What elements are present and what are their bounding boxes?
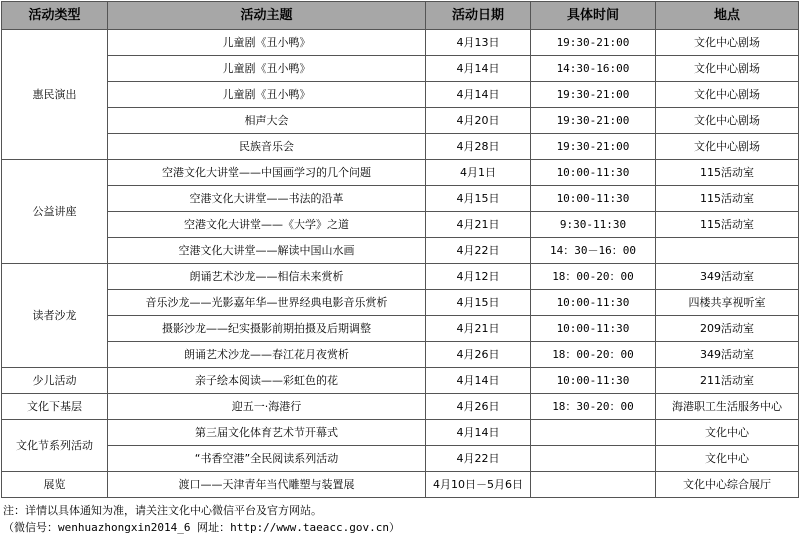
venue-cell: 211活动室 bbox=[656, 368, 799, 394]
venue-cell: 文化中心剧场 bbox=[656, 30, 799, 56]
time-cell: 14:30-16:00 bbox=[531, 56, 656, 82]
theme-cell: 音乐沙龙——光影嘉年华—世界经典电影音乐赏析 bbox=[108, 290, 426, 316]
header-theme: 活动主题 bbox=[108, 2, 426, 30]
date-cell: 4月22日 bbox=[426, 446, 531, 472]
date-cell: 4月13日 bbox=[426, 30, 531, 56]
time-cell: 19:30-21:00 bbox=[531, 134, 656, 160]
date-cell: 4月26日 bbox=[426, 394, 531, 420]
time-cell: 10:00-11:30 bbox=[531, 160, 656, 186]
theme-cell: 空港文化大讲堂——《大学》之道 bbox=[108, 212, 426, 238]
table-row bbox=[2, 30, 799, 56]
time-cell: 18：00-20：00 bbox=[531, 342, 656, 368]
venue-cell: 文化中心剧场 bbox=[656, 56, 799, 82]
table-header-row bbox=[2, 2, 799, 30]
date-cell: 4月14日 bbox=[426, 82, 531, 108]
header-date: 活动日期 bbox=[426, 2, 531, 30]
theme-cell: “书香空港”全民阅读系列活动 bbox=[108, 446, 426, 472]
venue-cell: 文化中心 bbox=[656, 446, 799, 472]
theme-cell: 渡口——天津青年当代雕塑与装置展 bbox=[108, 472, 426, 498]
table-row bbox=[2, 342, 799, 368]
footnote-line-1: 注：详情以具体通知为准，请关注文化中心微信平台及官方网站。 bbox=[3, 504, 322, 517]
time-cell: 10:00-11:30 bbox=[531, 368, 656, 394]
theme-cell: 朗诵艺术沙龙——春江花月夜赏析 bbox=[108, 342, 426, 368]
time-cell: 9:30-11:30 bbox=[531, 212, 656, 238]
venue-cell: 文化中心 bbox=[656, 420, 799, 446]
theme-cell: 迎五一·海港行 bbox=[108, 394, 426, 420]
table-row bbox=[2, 212, 799, 238]
table-row bbox=[2, 446, 799, 472]
table-row bbox=[2, 82, 799, 108]
category-cell: 公益讲座 bbox=[2, 160, 108, 264]
table-row bbox=[2, 134, 799, 160]
date-cell: 4月15日 bbox=[426, 290, 531, 316]
theme-cell: 民族音乐会 bbox=[108, 134, 426, 160]
date-cell: 4月22日 bbox=[426, 238, 531, 264]
date-cell: 4月10日－5月6日 bbox=[426, 472, 531, 498]
theme-cell: 朗诵艺术沙龙——相信未来赏析 bbox=[108, 264, 426, 290]
theme-cell: 空港文化大讲堂——中国画学习的几个问题 bbox=[108, 160, 426, 186]
theme-cell: 第三届文化体育艺术节开幕式 bbox=[108, 420, 426, 446]
table-row bbox=[2, 472, 799, 498]
date-cell: 4月21日 bbox=[426, 212, 531, 238]
theme-cell: 空港文化大讲堂——书法的沿革 bbox=[108, 186, 426, 212]
header-category: 活动类型 bbox=[2, 2, 108, 30]
date-cell: 4月1日 bbox=[426, 160, 531, 186]
venue-cell bbox=[656, 238, 799, 264]
theme-cell: 儿童剧《丑小鸭》 bbox=[108, 82, 426, 108]
venue-cell: 115活动室 bbox=[656, 186, 799, 212]
theme-cell: 儿童剧《丑小鸭》 bbox=[108, 30, 426, 56]
category-cell: 文化下基层 bbox=[2, 394, 108, 420]
theme-cell: 相声大会 bbox=[108, 108, 426, 134]
time-cell: 18：00-20：00 bbox=[531, 264, 656, 290]
table-row bbox=[2, 290, 799, 316]
time-cell: 14：30－16：00 bbox=[531, 238, 656, 264]
time-cell bbox=[531, 472, 656, 498]
table-row bbox=[2, 186, 799, 212]
category-cell: 少儿活动 bbox=[2, 368, 108, 394]
date-cell: 4月15日 bbox=[426, 186, 531, 212]
time-cell: 10:00-11:30 bbox=[531, 290, 656, 316]
time-cell: 19:30-21:00 bbox=[531, 30, 656, 56]
theme-cell: 亲子绘本阅读——彩虹色的花 bbox=[108, 368, 426, 394]
time-cell bbox=[531, 420, 656, 446]
table-row bbox=[2, 420, 799, 446]
time-cell bbox=[531, 446, 656, 472]
date-cell: 4月20日 bbox=[426, 108, 531, 134]
table-row bbox=[2, 108, 799, 134]
activity-schedule-table bbox=[1, 1, 799, 498]
date-cell: 4月14日 bbox=[426, 368, 531, 394]
table-row bbox=[2, 368, 799, 394]
category-cell: 惠民演出 bbox=[2, 30, 108, 160]
table-row bbox=[2, 56, 799, 82]
venue-cell: 文化中心剧场 bbox=[656, 134, 799, 160]
venue-cell: 四楼共享视听室 bbox=[656, 290, 799, 316]
time-cell: 18：30-20：00 bbox=[531, 394, 656, 420]
theme-cell: 空港文化大讲堂——解读中国山水画 bbox=[108, 238, 426, 264]
venue-cell: 文化中心综合展厅 bbox=[656, 472, 799, 498]
table-body bbox=[2, 30, 799, 498]
venue-cell: 文化中心剧场 bbox=[656, 108, 799, 134]
category-cell: 文化节系列活动 bbox=[2, 420, 108, 472]
category-cell: 展览 bbox=[2, 472, 108, 498]
venue-cell: 文化中心剧场 bbox=[656, 82, 799, 108]
time-cell: 10:00-11:30 bbox=[531, 186, 656, 212]
date-cell: 4月14日 bbox=[426, 56, 531, 82]
table-row bbox=[2, 238, 799, 264]
theme-cell: 摄影沙龙——纪实摄影前期拍摄及后期调整 bbox=[108, 316, 426, 342]
time-cell: 19:30-21:00 bbox=[531, 108, 656, 134]
footnote bbox=[3, 502, 400, 536]
venue-cell: 115活动室 bbox=[656, 160, 799, 186]
date-cell: 4月21日 bbox=[426, 316, 531, 342]
date-cell: 4月26日 bbox=[426, 342, 531, 368]
date-cell: 4月28日 bbox=[426, 134, 531, 160]
date-cell: 4月12日 bbox=[426, 264, 531, 290]
footnote-line-2: （微信号：wenhuazhongxin2014_6 网址：http://www.taeacc.gov.cn） bbox=[3, 521, 401, 534]
time-cell: 10:00-11:30 bbox=[531, 316, 656, 342]
venue-cell: 349活动室 bbox=[656, 264, 799, 290]
table-row bbox=[2, 394, 799, 420]
header-time: 具体时间 bbox=[531, 2, 656, 30]
table-row bbox=[2, 264, 799, 290]
time-cell: 19:30-21:00 bbox=[531, 82, 656, 108]
venue-cell: 海港职工生活服务中心 bbox=[656, 394, 799, 420]
table-row bbox=[2, 316, 799, 342]
venue-cell: 209活动室 bbox=[656, 316, 799, 342]
venue-cell: 115活动室 bbox=[656, 212, 799, 238]
date-cell: 4月14日 bbox=[426, 420, 531, 446]
theme-cell: 儿童剧《丑小鸭》 bbox=[108, 56, 426, 82]
category-cell: 读者沙龙 bbox=[2, 264, 108, 368]
table-row bbox=[2, 160, 799, 186]
header-venue: 地点 bbox=[656, 2, 799, 30]
venue-cell: 349活动室 bbox=[656, 342, 799, 368]
